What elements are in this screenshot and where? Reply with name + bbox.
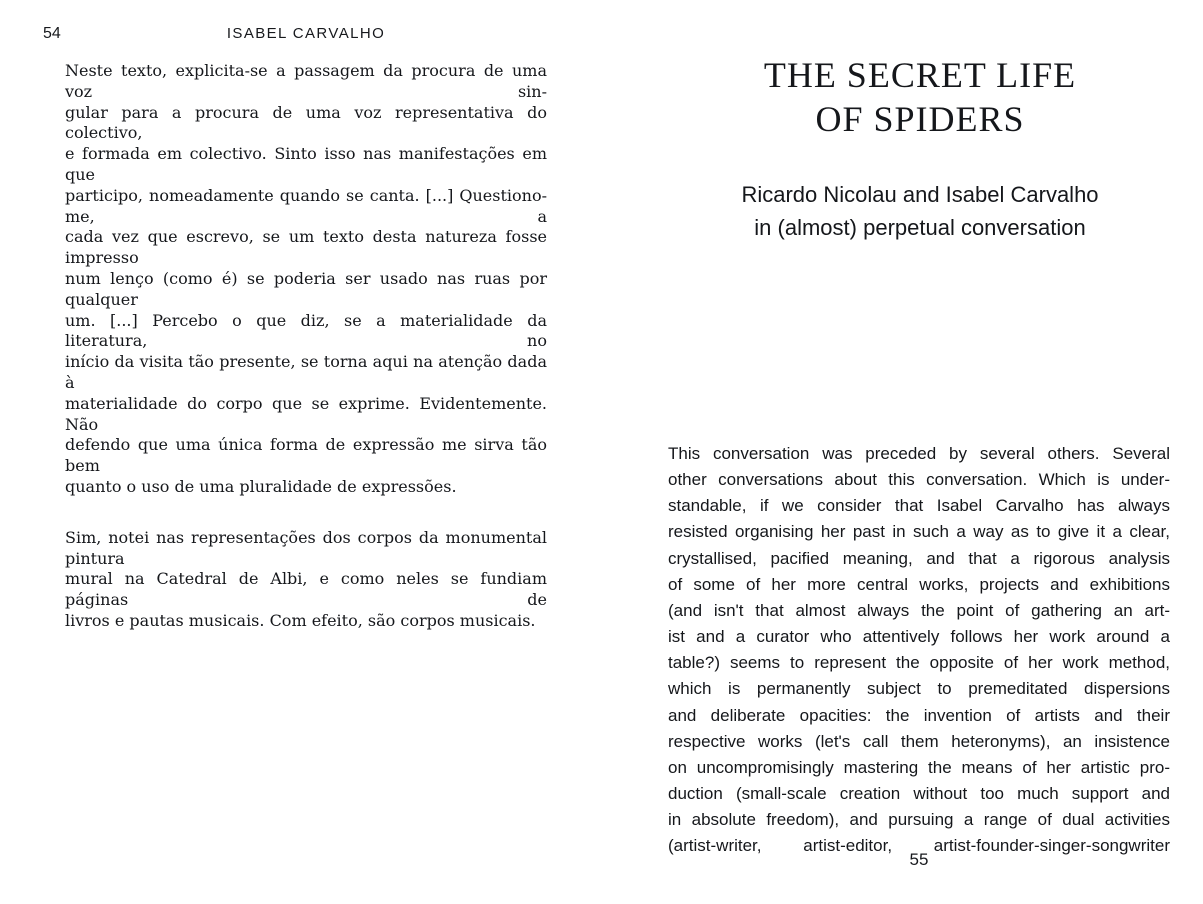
right-page-number: 55 (909, 850, 929, 869)
text-line: resisted organising her past in such a way as to give it a clear, (668, 522, 1170, 542)
running-header: ISABEL CARVALHO (226, 25, 386, 42)
text-line: duction (small-scale creation without too much support and (668, 784, 1170, 804)
text-line: (artist-writer, artist-editor, artist-founder-singer-songwriter (668, 836, 1170, 856)
text-line: table?) seems to represent the opposite of her work method, (668, 653, 1170, 673)
text-line: in absolute freedom), and pursuing a range of dual activities (668, 810, 1170, 830)
text-line: in (almost) perpetual conversation (754, 215, 1086, 240)
left-body-text (65, 61, 547, 632)
right-body-text (668, 441, 1170, 860)
text-line: um. [...] Percebo o que diz, se a materialidade da literatura, no (65, 310, 547, 351)
text-line: materialidade do corpo que se exprime. Evidentemente. Não (65, 393, 547, 434)
text-line: and deliberate opacities: the invention of artists and their (668, 705, 1170, 725)
text-line: cada vez que escrevo, se um texto desta natureza fosse impresso (65, 227, 547, 268)
paragraph (65, 61, 547, 498)
text-line: other conversations about this conversation. Which is under- (668, 470, 1170, 490)
text-line: quanto o uso de uma pluralidade de expressões. (65, 476, 457, 496)
text-line: ist and a curator who attentively follows her work around a (668, 627, 1170, 647)
text-line: defendo que uma única forma de expressão me sirva tão bem (65, 435, 547, 476)
text-line: standable, if we consider that Isabel Carvalho has always (668, 496, 1170, 516)
text-line: Neste texto, explicita-se a passagem da procura de uma voz sin- (65, 61, 547, 101)
text-line: OF SPIDERS (815, 99, 1025, 139)
text-line: on uncompromisingly mastering the means of her artistic pro- (668, 757, 1170, 777)
text-line: Ricardo Nicolau and Isabel Carvalho (741, 182, 1099, 207)
left-page-number: 54 (43, 25, 61, 42)
chapter-title (650, 53, 1190, 141)
text-line: of some of her more central works, projects and exhibitions (668, 574, 1170, 594)
text-line: livros e pautas musicais. Com efeito, são corpos musicais. (65, 610, 536, 630)
text-line: Sim, notei nas representações dos corpos da monumental pintura (65, 527, 547, 568)
paragraph (668, 441, 1170, 860)
text-line: num lenço (como é) se poderia ser usado nas ruas por qualquer (65, 268, 547, 309)
text-line: gular para a procura de uma voz representativa do colectivo, (65, 102, 547, 143)
text-line: início da visita tão presente, se torna aqui na atenção dada à (65, 352, 547, 392)
text-line: mural na Catedral de Albi, e como neles se fundiam páginas de (65, 569, 547, 610)
text-line: respective works (let's call them heteronyms), an insistence (668, 731, 1170, 751)
text-line: This conversation was preceded by several others. Several (668, 444, 1170, 463)
paragraph (65, 528, 547, 632)
text-line: which is permanently subject to premeditated dispersions (668, 679, 1170, 699)
text-line: participo, nomeadamente quando se canta. [...] Questiono-me, a (65, 185, 547, 226)
chapter-subtitle (650, 178, 1190, 244)
text-line: THE SECRET LIFE (763, 55, 1077, 95)
text-line: crystallised, pacified meaning, and that a rigorous analysis (668, 548, 1170, 568)
text-line: (and isn't that almost always the point of gathering an art- (668, 600, 1170, 620)
text-line: e formada em colectivo. Sinto isso nas manifestações em que (65, 144, 547, 184)
